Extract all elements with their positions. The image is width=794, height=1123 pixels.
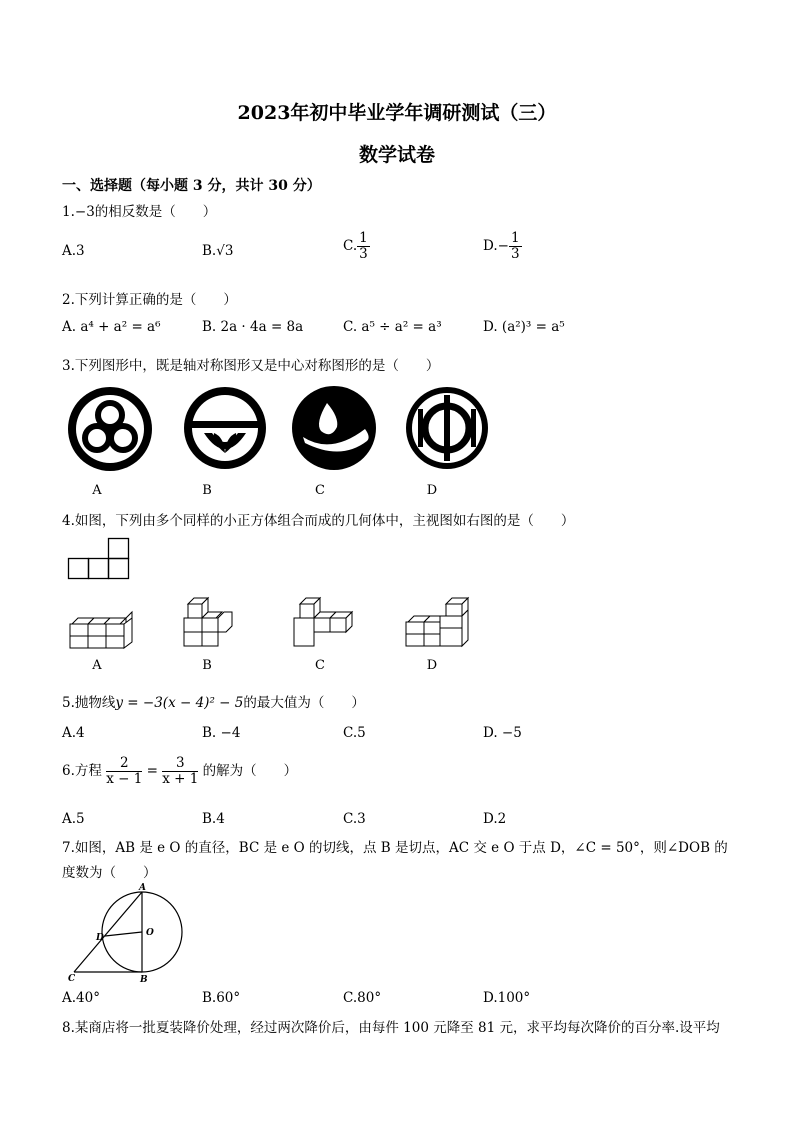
exam-subtitle: 数学试卷 bbox=[358, 144, 435, 166]
q1-option-d-fraction bbox=[509, 231, 522, 262]
q5-option-c: C.5 bbox=[343, 725, 366, 741]
q5-expression: y = −3(x − 4)² − 5 bbox=[115, 695, 244, 711]
solid-a-image bbox=[68, 610, 134, 650]
q7-option-a: A.40° bbox=[62, 990, 100, 1006]
q7-stem-line2: 度数为（ ） bbox=[62, 865, 157, 881]
q1-option-b bbox=[202, 243, 233, 259]
q3-label-d: D bbox=[426, 483, 438, 498]
q7-option-d: D.100° bbox=[483, 990, 531, 1006]
q6-stem-suffix: 的解为（ ） bbox=[202, 762, 298, 779]
q4-label-b: B bbox=[202, 658, 212, 673]
fraction-numerator: 1 bbox=[359, 230, 368, 246]
q1-option-b-expr: √3 bbox=[216, 243, 234, 259]
q7-stem-line1: 7.如图，AB 是 e O 的直径，BC 是 e O 的切线，点 B 是切点，AC 交 e O 于点 D，∠C = 50°，则∠DOB 的 bbox=[62, 840, 728, 856]
q5-stem-prefix: 5.抛物线 bbox=[62, 695, 116, 711]
q3-stem: 3.下列图形中，既是轴对称图形又是中心对称图形的是（ ） bbox=[62, 358, 440, 374]
q1-option-b-prefix: B. bbox=[202, 243, 217, 259]
q7-option-b: B.60° bbox=[202, 990, 241, 1006]
section-heading: 一、选择题（每小题 3 分，共计 30 分） bbox=[62, 178, 321, 194]
fraction-denominator: 3 bbox=[359, 245, 368, 262]
q3-label-c: C bbox=[315, 483, 325, 498]
q8-stem-line1: 8.某商店将一批夏装降价处理，经过两次降价后，由每件 100 元降至 81 元，求平均每次降价的百分率.设平均 bbox=[62, 1020, 720, 1036]
q6-option-b: B.4 bbox=[202, 811, 225, 827]
q5-option-a: A.4 bbox=[62, 725, 85, 741]
fraction-denominator: x + 1 bbox=[162, 770, 199, 787]
front-view-image bbox=[68, 538, 130, 580]
solid-d-image bbox=[402, 596, 474, 648]
q6-option-d: D.2 bbox=[483, 811, 507, 827]
q1-option-d bbox=[483, 231, 522, 262]
figure-label-d: D bbox=[96, 933, 104, 943]
q6-stem-prefix: 6.方程 bbox=[62, 762, 102, 779]
q5-stem-suffix: 的最大值为（ ） bbox=[243, 695, 365, 711]
figure-label-b: B bbox=[140, 975, 148, 985]
q4-label-c: C bbox=[315, 658, 325, 673]
q1-stem: 1.−3的相反数是（ ） bbox=[62, 204, 217, 220]
q7-circle-figure bbox=[62, 882, 186, 986]
fraction-numerator: 2 bbox=[106, 756, 142, 772]
solid-c-image bbox=[290, 594, 362, 650]
q6-fraction-left bbox=[106, 756, 142, 787]
q1-option-c bbox=[343, 231, 370, 262]
q6-stem bbox=[62, 756, 297, 787]
q1-option-d-prefix: D.− bbox=[483, 237, 509, 254]
q6-option-a: A.5 bbox=[62, 811, 85, 827]
q2-option-c: C. a⁵ ÷ a² = a³ bbox=[343, 319, 442, 335]
fraction-numerator: 3 bbox=[162, 756, 198, 772]
q4-stem: 4.如图，下列由多个同样的小正方体组合而成的几何体中，主视图如右图的是（ ） bbox=[62, 513, 575, 529]
emblem-c-image bbox=[291, 385, 377, 471]
q2-stem: 2.下列计算正确的是（ ） bbox=[62, 292, 237, 308]
q5-option-b: B. −4 bbox=[202, 725, 241, 741]
emblem-a-image bbox=[66, 385, 154, 473]
figure-label-c: C bbox=[68, 974, 76, 984]
figure-label-o: O bbox=[146, 928, 154, 938]
q2-option-d: D. (a²)³ = a⁵ bbox=[483, 319, 565, 335]
figure-label-a: A bbox=[139, 883, 146, 893]
fraction-denominator: x − 1 bbox=[106, 770, 143, 787]
q3-label-a: A bbox=[92, 483, 102, 498]
fraction-numerator: 1 bbox=[510, 230, 520, 246]
q3-label-b: B bbox=[202, 483, 212, 498]
equals-sign: = bbox=[146, 762, 158, 779]
fraction-denominator: 3 bbox=[510, 245, 520, 262]
q1-option-a: A.3 bbox=[62, 243, 85, 259]
q5-stem bbox=[62, 691, 365, 711]
q6-option-c: C.3 bbox=[343, 811, 366, 827]
q4-label-a: A bbox=[92, 658, 102, 673]
q6-fraction-right bbox=[162, 756, 198, 787]
solid-b-image bbox=[182, 592, 238, 648]
emblem-d-image bbox=[404, 385, 490, 471]
q2-option-b: B. 2a · 4a = 8a bbox=[202, 319, 304, 335]
q1-option-c-fraction bbox=[357, 231, 370, 262]
q1-option-c-prefix: C. bbox=[343, 237, 358, 254]
q4-label-d: D bbox=[426, 658, 438, 673]
emblem-b-image bbox=[182, 385, 268, 471]
q2-option-a: A. a⁴ + a² = a⁶ bbox=[62, 319, 161, 335]
exam-title: 2023年初中毕业学年调研测试（三） bbox=[237, 102, 557, 124]
q5-option-d: D. −5 bbox=[483, 725, 522, 741]
q7-option-c: C.80° bbox=[343, 990, 382, 1006]
